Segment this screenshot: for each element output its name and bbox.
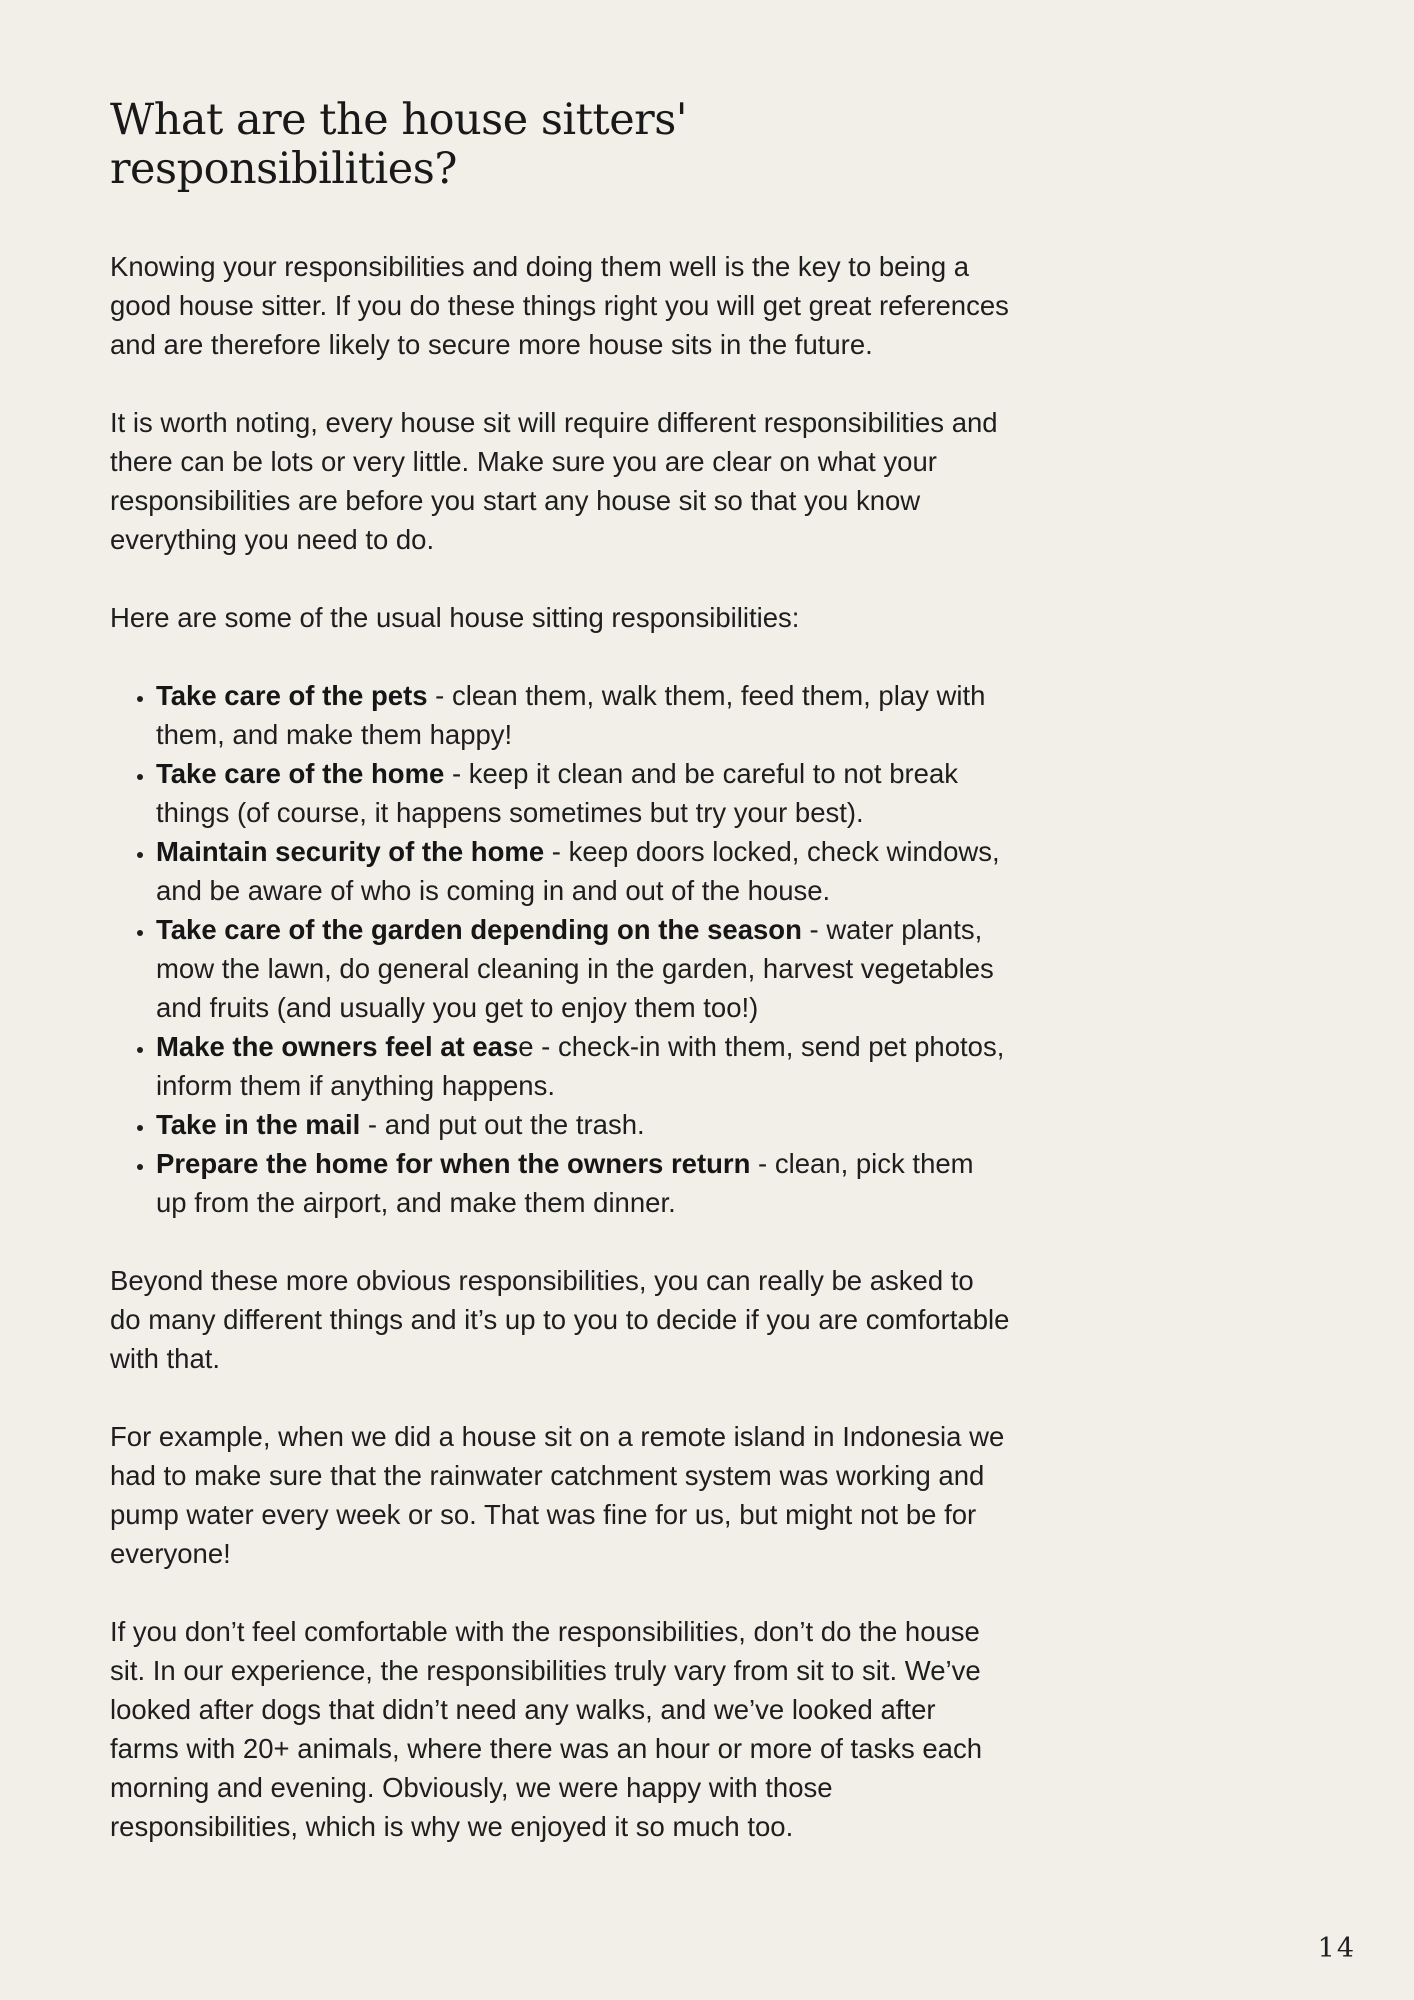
bullet-text: - keep doors locked, check windows, and be aware of who is coming in and out of the house. [156, 835, 1000, 906]
bullet-bold-label: Make the owners feel at eas [156, 1030, 519, 1062]
page-number: 14 [1317, 1933, 1356, 1964]
list-item [156, 754, 1010, 832]
bullet-text: - and put out the trash. [360, 1108, 645, 1140]
list-item [156, 1144, 1010, 1222]
bullet-bold-label: Maintain security of the home [156, 835, 545, 867]
bullet-text: - keep it clean and be careful to not break things (of course, it happens sometimes but try your best). [156, 757, 958, 828]
intro-paragraph: Knowing your responsibilities and doing them well is the key to being a good house sitter. If you do these things right you will get great references and are therefore likely to secure more house sits in the future. [110, 250, 1009, 360]
responsibilities-list [110, 676, 1010, 1222]
comfort-paragraph: If you don’t feel comfortable with the responsibilities, don’t do the house sit. In our experience, the responsibilities truly vary from sit to sit. We’ve looked after dogs that didn’t need any walks, and we’ve looked after farms with 20+ animals, where there was an hour or more of tasks each morning and evening. Obviously, we were happy with those responsibilities, which is why we enjoyed it so much too. [110, 1615, 982, 1842]
list-item [156, 676, 1010, 754]
page-title: What are the house sitters' responsibilities? [110, 95, 688, 195]
example-paragraph: For example, when we did a house sit on a remote island in Indonesia we had to make sure that the rainwater catchment system was working and pump water every week or so. That was fine for us, but might not be for everyone! [110, 1420, 1005, 1569]
list-intro-paragraph: Here are some of the usual house sitting responsibilities: [110, 601, 800, 633]
bullet-bold-label: Prepare the home for when the owners return [156, 1147, 751, 1179]
bullet-bold-label: Take care of the pets [156, 679, 428, 711]
bullet-text: - water plants, mow the lawn, do general cleaning in the garden, harvest vegetables and fruits (and usually you get to enjoy them too!) [156, 913, 994, 1023]
page-content [110, 96, 1010, 1885]
bullet-text: e - check-in with them, send pet photos, inform them if anything happens. [156, 1030, 1005, 1101]
list-item [156, 832, 1010, 910]
list-item [156, 1105, 1010, 1144]
list-item [156, 910, 1010, 1027]
bullet-bold-label: Take care of the home [156, 757, 445, 789]
bullet-bold-label: Take in the mail [156, 1108, 361, 1140]
list-item [156, 1027, 1010, 1105]
note-paragraph: It is worth noting, every house sit will require different responsibilities and there can be lots or very little. Make sure you are clear on what your responsibilities are before you start any house sit so that you know everything you need to do. [110, 406, 998, 555]
bullet-bold-label: Take care of the garden depending on the season [156, 913, 802, 945]
beyond-paragraph: Beyond these more obvious responsibilities, you can really be asked to do many different things and it’s up to you to decide if you are comfortable with that. [110, 1264, 1010, 1374]
bullet-text: - clean, pick them up from the airport, and make them dinner. [156, 1147, 974, 1218]
bullet-text: - clean them, walk them, feed them, play with them, and make them happy! [156, 679, 986, 750]
